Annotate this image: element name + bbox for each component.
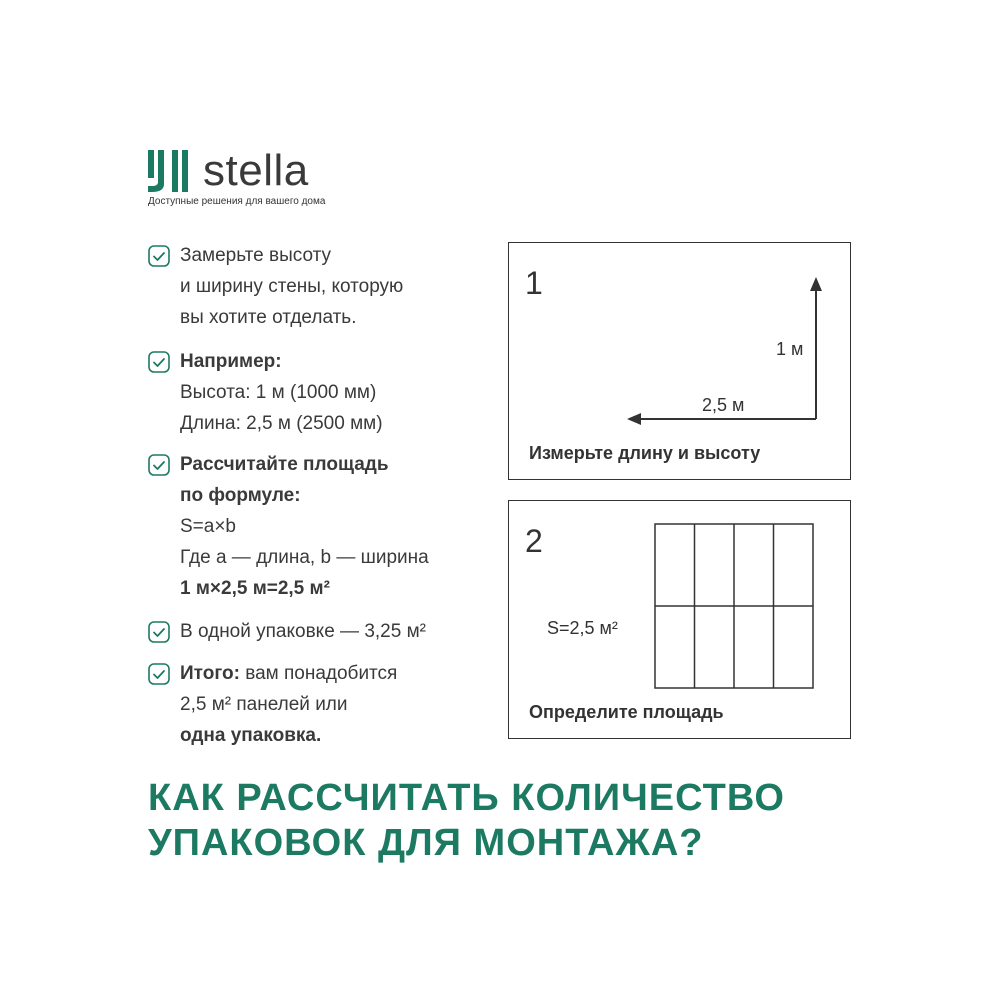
step-text: 2,5 м² панелей или bbox=[180, 694, 348, 715]
title-line: КАК РАССЧИТАТЬ КОЛИЧЕСТВО bbox=[148, 777, 785, 819]
step-formula: S=a×b bbox=[180, 516, 236, 537]
page-title bbox=[148, 776, 785, 866]
title-line: УПАКОВОК ДЛЯ МОНТАЖА? bbox=[148, 822, 704, 864]
panel-caption: Измерьте длину и высоту bbox=[529, 443, 761, 463]
step-total-label: Итого: bbox=[180, 663, 240, 684]
step-item bbox=[148, 346, 498, 439]
width-label: 2,5 м bbox=[702, 395, 745, 415]
check-icon bbox=[148, 351, 170, 373]
step-text: Длина: 2,5 м (2500 мм) bbox=[180, 413, 383, 434]
panel-number: 2 bbox=[525, 523, 543, 559]
area-label: S=2,5 м² bbox=[547, 618, 618, 638]
step-total-rest: вам понадобится bbox=[239, 663, 398, 684]
steps-list bbox=[148, 240, 498, 751]
brand-name: stella bbox=[203, 146, 309, 195]
step-text: одна упаковка. bbox=[180, 725, 322, 746]
check-icon bbox=[148, 454, 170, 476]
step-item bbox=[148, 240, 498, 333]
step-text: и ширину стены, которую bbox=[180, 276, 404, 297]
step-item bbox=[148, 616, 498, 647]
check-icon bbox=[148, 621, 170, 643]
step-text: Где a — длина, b — ширина bbox=[180, 547, 429, 568]
step-item bbox=[148, 449, 498, 604]
area-panel bbox=[508, 500, 851, 739]
step-text bbox=[180, 658, 498, 689]
height-label: 1 м bbox=[776, 339, 804, 359]
panel-number: 1 bbox=[525, 265, 543, 301]
step-item bbox=[148, 658, 498, 751]
step-text: Высота: 1 м (1000 мм) bbox=[180, 382, 377, 403]
check-icon bbox=[148, 663, 170, 685]
panel-caption: Определите площадь bbox=[529, 702, 724, 722]
brand-logo-mark-icon bbox=[148, 150, 192, 192]
step-text: Рассчитайте площадь bbox=[180, 454, 389, 475]
step-text: В одной упаковке — 3,25 м² bbox=[180, 621, 426, 642]
check-icon bbox=[148, 245, 170, 267]
step-text: вы хотите отделать. bbox=[180, 307, 357, 328]
step-text: Например: bbox=[180, 351, 282, 372]
step-result: 1 м×2,5 м=2,5 м² bbox=[180, 578, 330, 599]
step-text: Замерьте высоту bbox=[180, 245, 332, 266]
measure-panel bbox=[508, 242, 851, 480]
brand-tagline: Доступные решения для вашего дома bbox=[148, 196, 326, 207]
panel-grid-icon bbox=[654, 523, 816, 691]
brand-logo bbox=[148, 146, 388, 210]
step-text: по формуле: bbox=[180, 485, 301, 506]
